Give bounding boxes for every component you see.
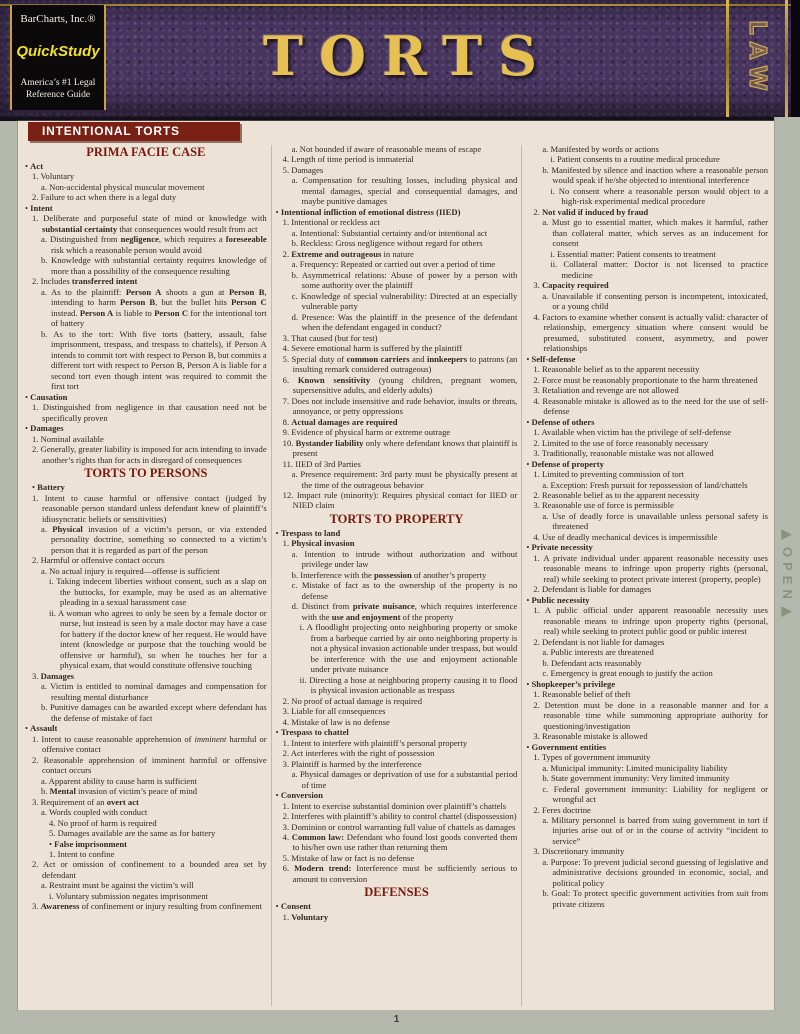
- outline-item: a. No actual injury is required—offense is sufficient: [41, 565, 220, 576]
- outline-item: 1. Nominal available: [32, 433, 104, 444]
- section-heading: PRIMA FACIE CASE: [86, 145, 206, 159]
- outline-item: b. Asymmetrical relations: Abuse of power by a person with some authority over the plaintiff: [291, 269, 518, 291]
- section-heading: TORTS TO PERSONS: [84, 466, 208, 481]
- outline-item: a. Purpose: To prevent judicial second guessing of legislative and administrative decisions grounded in economic, social, and political policy: [542, 856, 769, 888]
- outline-item: b. Defendant acts reasonably: [542, 657, 642, 668]
- section-banner: INTENTIONAL TORTS: [28, 122, 240, 141]
- outline-item: 10. Bystander liability only where defendant knows that plaintiff is present: [282, 437, 518, 459]
- open-arrow-icon: ▶: [780, 527, 795, 548]
- outline-item: 1. Intent to exercise substantial dominion over plaintiff’s chattels: [282, 800, 507, 811]
- outline-item: i. Taking indecent liberties without consent, such as a slap on the buttocks, for example, may be used as an alternative pleading in a sexual harassment case: [49, 576, 267, 608]
- outline-item: 3. Requirement of an overt act: [32, 796, 139, 807]
- outline-item: 4. Use of deadly mechanical devices is impermissible: [533, 531, 718, 542]
- outline-item: 2. Act interferes with the right of possession: [282, 748, 435, 759]
- outline-item: a. Municipal immunity: Limited municipality liability: [542, 762, 728, 773]
- outline-item: i. Patient consents to a routine medical procedure: [550, 154, 720, 165]
- outline-item: 1. Voluntary: [282, 911, 329, 922]
- outline-item: b. Interference with the possession of another’s property: [291, 569, 487, 580]
- outline-column-1: [21, 143, 271, 1008]
- outline-item: 3. Reasonable mistake is allowed: [533, 731, 648, 742]
- outline-item: • False imprisonment: [49, 838, 127, 849]
- outline-item: 4. Common law: Defendant who found lost goods converted them to his/her own use rather than returning them: [282, 832, 518, 853]
- open-arrow-icon: ▶: [780, 603, 795, 624]
- outline-item: 4. Severe emotional harm is suffered by the plaintiff: [282, 343, 463, 354]
- open-flap-label: [780, 527, 795, 624]
- outline-item: 4. Factors to examine whether consent is actually valid: character of relationship, emergency situation where consent would be presumed, substituted consent, asymmetry, and power relationships: [533, 311, 769, 354]
- outline-item: 1. Intentional or reckless act: [282, 217, 380, 228]
- spine-law-label: LAW: [744, 19, 770, 98]
- outline-item: 3. That caused (but for test): [282, 332, 378, 343]
- outline-item: a. As to the plaintiff: Person A shoots a gun at Person B, intending to harm Person B, but the bullet hits Person C instead. Person A is liable to Person C for the intentional tort of battery: [41, 286, 267, 329]
- outline-item: • Shopkeeper’s privilege: [526, 678, 616, 689]
- outline-item: 6. Modern trend: Interference must be sufficiently serious to amount to conversion: [282, 863, 518, 884]
- content-sheet: [18, 121, 775, 1010]
- outline-item: 4. No proof of harm is required: [49, 817, 157, 828]
- open-text: OPEN: [780, 547, 795, 604]
- outline-item: 1. Reasonable belief of theft: [533, 689, 631, 700]
- outline-item: i. A floodlight projecting onto neighboring property or smoke from a barbeque carried by air onto neighboring property is not a physical invasion actionable under trespass, but would be interference with the use and enjoyment actionable under private nuisance: [299, 622, 518, 675]
- outline-item: 1. A public official under apparent reasonable necessity uses reasonable means to infringe upon property rights (personal, real) while seeking to protect public good or public interest: [533, 605, 769, 637]
- outline-item: a. Public interests are threatened: [542, 647, 654, 658]
- quickstudy-logo: QuickStudy: [16, 43, 100, 61]
- page-footer: [18, 1010, 775, 1034]
- outline-item: 2. Defendant is liable for damages: [533, 584, 652, 595]
- outline-item: 2. Act or omission of confinement to a bounded area set by defendant: [32, 859, 267, 880]
- outline-item: a. Apparent ability to cause harm is sufficient: [41, 775, 197, 786]
- outline-item: 4. Mistake of law is no defense: [282, 716, 390, 727]
- outline-item: • Act: [25, 161, 44, 171]
- outline-item: 1. Reasonable belief as to the apparent necessity: [533, 364, 700, 375]
- outline-item: 1. Intent to cause reasonable apprehension of imminent harmful or offensive contact: [32, 733, 267, 755]
- book-spine-header: [0, 0, 800, 121]
- outline-item: a. Restraint must be against the victim’s will: [41, 880, 194, 891]
- outline-item: 8. Actual damages are required: [282, 416, 398, 427]
- outline-item: • Private necessity: [526, 542, 593, 553]
- outline-item: a. Intentional: Substantial certainty and/or intentional act: [291, 227, 488, 238]
- outline-item: 2. Harmful or offensive contact occurs: [32, 555, 165, 566]
- outline-item: • Government entities: [526, 741, 607, 752]
- outline-item: d. Presence: Was the plaintiff in the presence of the defendant when the defendant engaged in conduct?: [291, 311, 518, 333]
- outline-item: 2. Force must be reasonably proportionate to the harm threatened: [533, 374, 758, 385]
- outline-item: c. Federal government immunity: Liability for negligent or wrongful act: [542, 783, 769, 805]
- outline-item: 2. Interferes with plaintiff’s ability to control chattel (dispossession): [282, 811, 517, 822]
- outline-column-3: [522, 143, 772, 1008]
- outline-item: • Intentional infliction of emotional distress (IIED): [275, 206, 461, 217]
- outline-item: 3. Retaliation and revenge are not allowed: [533, 385, 679, 396]
- section-heading: TORTS TO PROPERTY: [329, 511, 464, 526]
- spine-law-area: [726, 0, 788, 117]
- outline-item: 3. Plaintiff is harmed by the interference: [282, 758, 422, 769]
- outline-item: a. Must go to essential matter, which makes it harmful, rather than collateral matter, which serves as an inducement for consent: [542, 217, 769, 249]
- outline-item: 5. Damages available are the same as for battery: [49, 828, 216, 839]
- outline-item: • Trespass to land: [275, 527, 341, 538]
- outline-item: b. Manifested by silence and inaction where a reasonable person would speak if he/she objected to intentional interference: [542, 164, 769, 186]
- publisher-box: [10, 5, 106, 110]
- outline-item: 2. Extreme and outrageous in nature: [282, 248, 414, 259]
- outline-item: a. Physical invasion of a victim’s person, or via extended personality doctrine, something so connected to a victim’s person that it is regarded as part of the person: [41, 523, 267, 555]
- outline-item: • Consent: [275, 901, 311, 912]
- outline-item: i. Voluntary submission negates imprisonment: [49, 890, 208, 901]
- outline-item: b. Mental invasion of victim’s peace of mind: [41, 786, 198, 797]
- outline-item: 3. Liable for all consequences: [282, 706, 386, 717]
- outline-item: 7. Does not include insensitive and rude behavior, insults or threats, annoyance, or petty oppressions: [282, 395, 518, 417]
- outline-item: 1. Available when victim has the privilege of self-defense: [533, 427, 732, 438]
- outline-item: a. Intention to intrude without authorization and without privilege under law: [291, 548, 518, 570]
- outline-item: 1. Physical invasion: [282, 538, 355, 549]
- outline-item: • Conversion: [275, 790, 323, 801]
- outline-item: 9. Evidence of physical harm or extreme outrage: [282, 427, 451, 438]
- outline-item: • Defense of property: [526, 458, 604, 469]
- section-heading: DEFENSES: [364, 885, 429, 900]
- outline-item: 3. Capacity required: [533, 280, 609, 291]
- outline-item: 1. Deliberate and purposeful state of mind or knowledge with substantial certainty that consequences would result from act: [32, 213, 267, 234]
- outline-item: 1. A private individual under apparent reasonable necessity uses reasonable means to infringe upon property rights (personal, real) while seeking to protect private interest (property, people): [533, 552, 769, 584]
- outline-item: a. Non-accidental physical muscular movement: [41, 181, 205, 192]
- outline-item: • Self-defense: [526, 353, 576, 364]
- outline-item: 2. Detention must be done in a reasonable manner and for a reasonable time while summoning appropriate authority for questioning/investigation: [533, 699, 769, 731]
- outline-item: d. Distinct from private nuisance, which requires interference with the use and enjoyment of the property: [291, 601, 518, 622]
- publisher-tagline: America’s #1 Legal Reference Guide: [20, 78, 96, 101]
- outline-item: 3. Discretionary immunity: [533, 846, 625, 857]
- outline-item: 2. Generally, greater liability is imposed for acts intending to invade another’s rights than for acts in disregard of consequences: [32, 444, 267, 465]
- outline-item: • Battery: [32, 482, 65, 493]
- outline-item: a. Physical damages or deprivation of use for a substantial period of time: [291, 769, 518, 790]
- gold-top-line: [0, 4, 800, 6]
- outline-item: 1. Intent to interfere with plaintiff’s personal property: [282, 737, 468, 748]
- columns-container: [18, 143, 775, 1008]
- outline-item: i. No consent where a reasonable person would object to a high-risk experimental medical procedure: [550, 185, 769, 207]
- outline-item: b. As to the tort: With five torts (battery, assault, false imprisonment, trespass, and trespass to chattels), if Person A intends to commit tort with respect to Person B, but commits a different tort with respect to Person B, Person A is liable for a second tort even though intent was required to commit the first tort: [41, 328, 267, 392]
- outline-item: a. Victim is entitled to nominal damages and compensation for resulting mental disturbance: [41, 681, 267, 702]
- outline-item: 1. Distinguished from negligence in that causation need not be specifically proven: [32, 402, 267, 423]
- outline-item: a. Words coupled with conduct: [41, 807, 148, 818]
- outline-item: 1. Types of government immunity: [533, 752, 651, 763]
- outline-item: c. Mistake of fact as to the ownership of the property is no defense: [291, 580, 518, 601]
- outline-item: a. Military personnel is barred from suing government in tort if injuries arise out of or in the course of activity “incident to service”: [542, 815, 769, 846]
- outline-item: • Causation: [25, 391, 68, 402]
- outline-item: a. Unavailable if consenting person is incompetent, intoxicated, or a young child: [542, 290, 769, 312]
- outline-item: 5. Special duty of common carriers and innkeepers to patrons (an insulting remark considered outrageous): [282, 353, 518, 375]
- outline-item: a. Presence requirement: 3rd party must be physically present at the time of the outrageous behavior: [291, 469, 518, 490]
- outline-item: ii. Directing a hose at neighboring property causing it to flood is physical invasion actionable as trespass: [299, 674, 518, 696]
- outline-item: 2. Failure to act when there is a legal duty: [32, 192, 177, 203]
- page-title: TORTS: [262, 24, 554, 88]
- outline-item: c. Emergency is great enough to justify the action: [542, 668, 713, 679]
- outline-item: 12. Impact rule (minority): Requires physical contact for IIED or NIED claim: [282, 489, 518, 511]
- outline-item: a. Use of deadly force is unavailable unless personal safety is threatened: [542, 510, 769, 532]
- outline-column-2: [272, 143, 522, 1008]
- outline-item: b. Knowledge with substantial certainty requires knowledge of more than a possibility of the consequence resulting: [41, 255, 267, 276]
- outline-item: 4. Length of time period is immaterial: [282, 154, 414, 165]
- outline-item: 5. Damages: [282, 164, 324, 175]
- outline-item: b. Goal: To protect specific government activities from suit from private citizens: [542, 888, 769, 909]
- outline-item: 4. Reasonable mistake is allowed as to the need for the use of self-defense: [533, 395, 769, 417]
- outline-item: • Intent: [25, 202, 53, 213]
- outline-item: a. Distinguished from negligence, which requires a foreseeable risk which a reasonable person would avoid: [41, 234, 267, 255]
- outline-item: • Damages: [25, 423, 64, 434]
- outline-item: b. Reckless: Gross negligence without regard for others: [291, 238, 483, 249]
- outline-item: ii. A woman who agrees to only be seen by a female doctor or nurse, but instead is seen by a male doctor may have a case for battery if the doctor knew of her request. He would have intent (knowledge or purpose that the touching would be offensive or harmful), so when he touches her for a physical exam, that would constitute offensive touching: [49, 607, 267, 671]
- outline-item: 11. IIED of 3rd Parties: [282, 458, 361, 469]
- outline-item: 1. Voluntary: [32, 171, 75, 182]
- spine-black-edge: [791, 0, 800, 117]
- outline-item: • Assault: [25, 723, 58, 734]
- outline-item: ii. Collateral matter: Doctor is not licensed to practice medicine: [550, 259, 769, 280]
- outline-item: 1. Intent to confine: [49, 849, 115, 859]
- outline-item: i. Essential matter: Patient consents to treatment: [550, 248, 716, 259]
- page-number: 1: [393, 1014, 400, 1025]
- outline-item: 3. Traditionally, reasonable mistake was not allowed: [533, 448, 714, 459]
- outline-item: 1. Limited to preventing commission of tort: [533, 469, 684, 480]
- outline-item: b. State government immunity: Very limited immunity: [542, 773, 730, 784]
- outline-item: a. Frequency: Repeated or carried out over a period of time: [291, 259, 496, 270]
- outline-item: 2. Not valid if induced by fraud: [533, 206, 649, 217]
- outline-item: 2. Feres doctrine: [533, 804, 591, 815]
- outline-item: 3. Damages: [32, 670, 75, 681]
- open-flap-strip: [774, 117, 800, 1034]
- outline-item: • Public necessity: [526, 594, 590, 605]
- outline-item: 2. Includes transferred intent: [32, 276, 138, 287]
- outline-item: 2. Defendant is not liable for damages: [533, 636, 665, 647]
- outline-item: 3. Reasonable use of force is permissible: [533, 500, 674, 511]
- outline-item: • Trespass to chattel: [275, 727, 349, 738]
- outline-item: b. Punitive damages can be awarded except where defendant has the defense of mistake of fact: [41, 702, 267, 723]
- outline-item: a. Not bounded if aware of reasonable means of escape: [291, 144, 482, 154]
- publisher-name: BarCharts, Inc.®: [20, 13, 96, 25]
- outline-item: 5. Mistake of law or fact is no defense: [282, 852, 415, 863]
- outline-item: a. Exception: Fresh pursuit for repossession of land/chattels: [542, 479, 748, 490]
- outline-item: 2. No proof of actual damage is required: [282, 695, 423, 706]
- outline-item: c. Knowledge of special vulnerability: Directed at an especially vulnerable party: [291, 290, 518, 312]
- gold-divider-line: [785, 0, 788, 117]
- outline-item: 2. Limited to the use of force reasonably necessary: [533, 437, 709, 448]
- outline-item: 6. Known sensitivity (young children, pregnant women, supersensitive adults, and elderly adults): [282, 374, 518, 396]
- outline-item: • Defense of others: [526, 416, 595, 427]
- outline-item: 2. Reasonable apprehension of imminent harmful or offensive contact occurs: [32, 754, 267, 776]
- outline-item: 2. Reasonable belief as to the apparent necessity: [533, 489, 700, 500]
- outline-item: 3. Awareness of confinement or injury resulting from confinement: [32, 901, 262, 912]
- outline-item: 3. Dominion or control warranting full value of chattels as damages: [282, 821, 516, 832]
- outline-item: a. Manifested by words or actions: [542, 144, 659, 154]
- outline-item: a. Compensation for resulting losses, including physical and mental damages, special and consequential damages, and maybe punitive damages: [291, 175, 518, 207]
- outline-item: 1. Intent to cause harmful or offensive contact (judged by reasonable person standard unless defendant knew of plaintiff’s idiosyncratic beliefs or sensitivities): [32, 492, 267, 524]
